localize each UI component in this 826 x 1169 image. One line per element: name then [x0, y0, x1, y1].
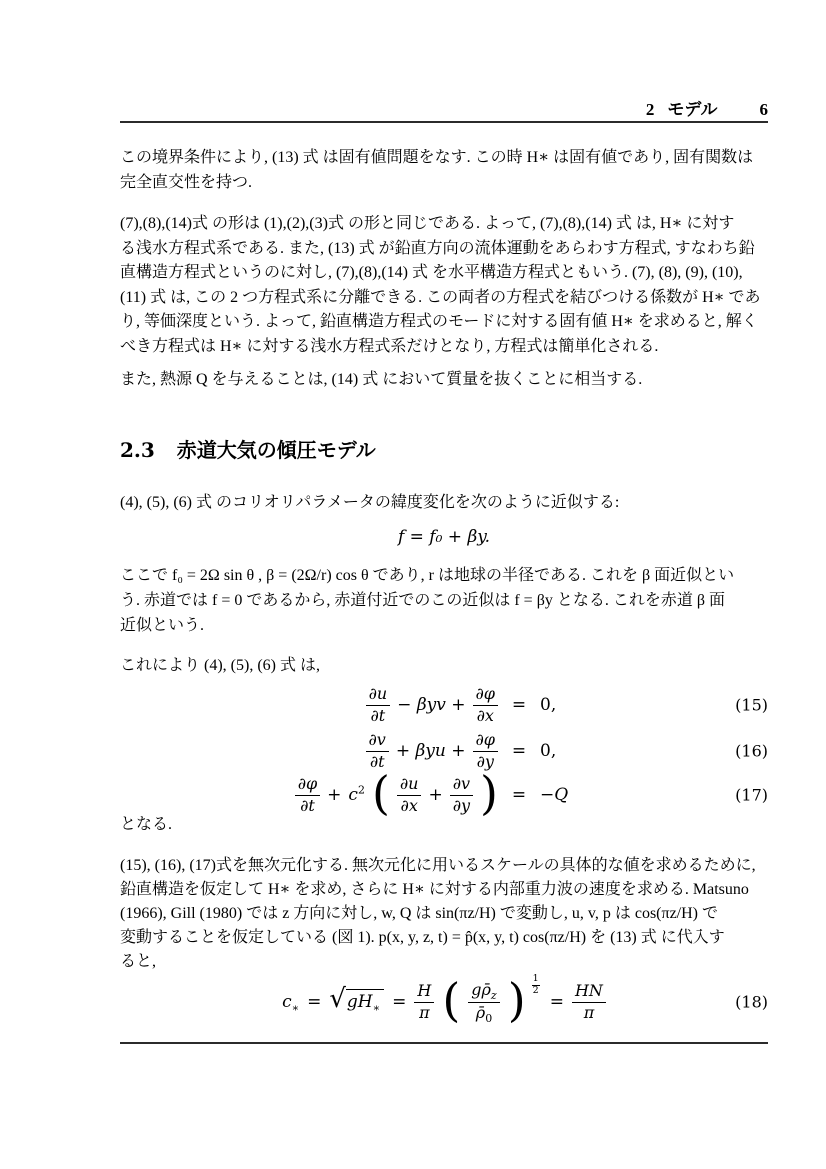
subscript-zero: 0 — [485, 1011, 493, 1025]
fraction-numerator: ∂φ — [473, 685, 498, 706]
para-beta-plane-explain — [120, 563, 780, 638]
plus-sign: + — [428, 785, 443, 805]
denominator-base: ρ̄ — [475, 1002, 486, 1022]
radicand — [346, 989, 384, 1015]
equation-16 — [120, 728, 768, 774]
text-line: 近似という. — [120, 617, 205, 634]
text-line: これにより (4), (5), (6) 式 は, — [120, 657, 320, 674]
fraction — [366, 685, 391, 726]
fraction-denominator: ∂x — [400, 795, 418, 815]
para-shallow-water-system — [120, 212, 780, 360]
fraction-denominator: ∂t — [300, 795, 315, 815]
fraction — [473, 685, 498, 726]
para-equations-lead-in — [120, 653, 780, 678]
numerator-base: gρ̄ — [471, 979, 491, 999]
text-line: (11) 式 は, この 2 つ方程式系に分離できる. この両者の方程式を結びつける係数が H∗ であ — [120, 288, 761, 306]
variable-c: c — [282, 992, 292, 1012]
header-section-number: 2 — [645, 100, 655, 119]
coefficient-exponent: 2 — [357, 783, 365, 797]
math-operator-term: − βyv + — [397, 695, 466, 715]
wave-speed-symbol — [282, 992, 300, 1015]
subscript-z: z — [490, 988, 497, 1002]
equals-sign: = — [511, 695, 527, 715]
equation-15-rhs: 0, — [540, 695, 557, 715]
header-section-title: モデル — [667, 100, 718, 119]
fraction-numerator: ∂v — [450, 775, 473, 796]
coefficient-base: c — [348, 785, 358, 805]
equation-number: (15) — [735, 695, 768, 715]
section-number: 2.3 — [120, 438, 155, 462]
eq-beta-plane: f = f₀ + βy. — [397, 527, 491, 547]
text-line: (15), (16), (17)式を無次元化する. 無次元化に用いるスケールの具体的な値を求めるために, — [120, 857, 756, 874]
fraction-numerator — [468, 981, 499, 1003]
subscript-star: ∗ — [372, 1001, 381, 1015]
equation-15 — [120, 682, 768, 728]
equation-17-rhs: −Q — [540, 785, 569, 805]
square-root — [329, 984, 384, 1015]
fraction-denominator: π — [583, 1002, 595, 1022]
equals-sign: = — [511, 741, 527, 761]
exponent-denominator: 2 — [532, 984, 539, 996]
fraction-denominator: ∂y — [476, 751, 494, 771]
text-line: となる. — [120, 816, 173, 833]
fraction-denominator: π — [419, 1002, 430, 1022]
text-line: (4), (5), (6) 式 のコリオリパラメータの緯度変化を次のように近似する: — [120, 494, 620, 511]
text-line: (7),(8),(14)式 の形は (1),(2),(3)式 の形と同じである. よって, (7),(8),(14) 式 は, H∗ に対す — [120, 215, 735, 232]
para-heat-source — [120, 367, 780, 392]
fraction-numerator: ∂φ — [295, 775, 320, 796]
radicand-base: gH — [346, 992, 373, 1012]
plus-sign: + — [327, 785, 342, 805]
fraction — [397, 775, 422, 816]
exponent-one-half — [532, 974, 540, 997]
fraction-numerator: ∂u — [366, 685, 391, 706]
text-line: また, 熱源 Q を与えることは, (14) 式 において質量を抜くことに相当する. — [120, 371, 643, 388]
equation-17-lhs: $\frac{\partial\varphi}{\partial t}$ + $c^2$ ( $\frac{\partial u}{\partial x}$ + $\frac{\partial v}{\partial y}$ ) — [120, 775, 498, 816]
equals-sign: = — [549, 992, 564, 1012]
text-line: 鉛直構造を仮定して H∗ を求め, さらに H∗ に対する内部重力波の速度を求める. Matsuno — [120, 881, 749, 898]
fraction-denominator: ∂x — [476, 705, 494, 725]
exponent-numerator: 1 — [532, 972, 539, 984]
fraction-denominator: ∂y — [452, 795, 471, 815]
section-heading — [120, 434, 376, 463]
fraction-denominator: ∂t — [369, 751, 385, 771]
fraction-denominator: ∂t — [370, 705, 386, 725]
equation-15-lhs — [120, 685, 498, 726]
equation-18 — [120, 972, 768, 1028]
text-line: この境界条件により, (13) 式 は固有値問題をなす. この時 H∗ は固有値であり, 固有関数は — [120, 149, 754, 166]
equals-sign: = — [307, 992, 322, 1012]
subscript-star: ∗ — [291, 1001, 300, 1015]
text-line: る浅水方程式系である. また, (13) 式 が鉛直方向の流体運動をあらわす方程式, すなわち鉛 — [120, 239, 755, 257]
equals-sign: = — [392, 992, 407, 1012]
fraction — [468, 981, 499, 1024]
section-title: 赤道大気の傾圧モデル — [176, 440, 376, 462]
equals-sign: = — [511, 785, 527, 805]
equation-18-body: $c_∗$ = $√gH_∗$ = $\frac{H}{\pi}$ ( $\frac{g\rhō_z}{\rhō_0}$ ) $\frac{1}{2}$ = $\frac{HN}{\pi}$ — [120, 976, 768, 1028]
math-operator-term: + βyu + — [395, 741, 466, 761]
text-line: ると, — [120, 953, 157, 970]
text-line: 完全直交性を持つ. — [120, 174, 253, 191]
text-line: う. 赤道では f = 0 であるから, 赤道付近でのこの近似は f = βy となる. これを赤道 β 面 — [120, 592, 725, 609]
text-line: ここで f₀ = 2Ω sin θ , β = (2Ω/r) cos θ であり, r は地球の半径である. これを β 面近似とい — [120, 567, 735, 584]
equation-number: (16) — [735, 741, 768, 761]
text-line: 変動することを仮定している (図 1). p(x, y, z, t) = p̂(x, y, t) cos(πz/H) を (13) 式 に代入す — [120, 929, 725, 946]
text-line: 直構造方程式というのに対し, (7),(8),(14) 式 を水平構造方程式ともいう. (7), (8), (9), (10), — [120, 264, 743, 282]
text-line: べき方程式は H∗ に対する浅水方程式系だけとなり, 方程式は簡単化される. — [120, 337, 659, 355]
fraction — [295, 775, 320, 816]
fraction — [414, 982, 434, 1023]
equation-16-lhs — [120, 731, 498, 772]
header-page-number: 6 — [759, 100, 768, 119]
fraction — [572, 982, 606, 1023]
fraction-numerator: H — [414, 982, 434, 1003]
equation-number: (17) — [735, 785, 768, 805]
fraction-numerator: ∂u — [397, 775, 422, 796]
fraction-denominator — [473, 1003, 495, 1024]
fraction-numerator: ∂φ — [473, 731, 498, 752]
para-after-equations — [120, 812, 780, 837]
fraction — [450, 775, 473, 816]
fraction-numerator: HN — [572, 982, 606, 1003]
equation-number: (18) — [735, 992, 768, 1012]
para-boundary-condition — [120, 145, 780, 195]
footer-rule — [120, 1042, 768, 1044]
text-line: り, 等価深度という. よって, 鉛直構造方程式のモードに対する固有値 H∗ を求めると, 解く — [120, 313, 758, 331]
para-nondimensionalization — [120, 854, 780, 974]
text-line: (1966), Gill (1980) では z 方向に対し, w, Q は sin(πz/H) で変動し, u, v, p は cos(πz/H) で — [120, 905, 719, 922]
coefficient — [348, 785, 365, 805]
fraction-numerator: ∂v — [366, 731, 389, 752]
radical-icon: √ — [329, 984, 346, 1014]
para-coriolis-approx — [120, 490, 780, 515]
header-rule — [120, 121, 768, 123]
page-header — [120, 95, 768, 120]
equation-16-rhs: 0, — [540, 741, 557, 761]
